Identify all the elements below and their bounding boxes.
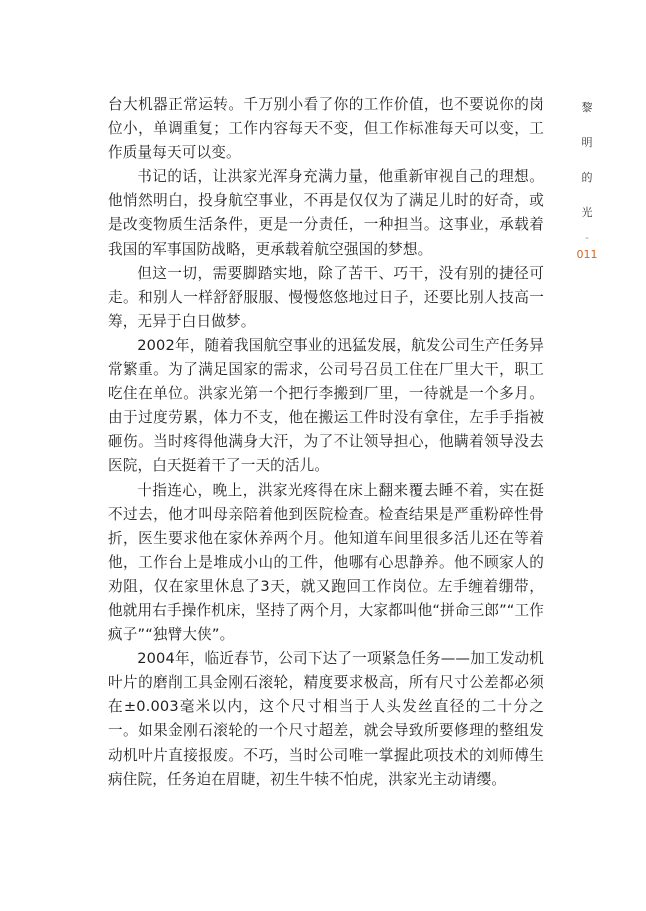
- running-title-char: 的: [581, 171, 593, 184]
- paragraph: 但这一切，需要脚踏实地，除了苦干、巧干，没有别的捷径可走。和别人一样舒舒服服、慢慢悠悠地过日子，还要比别人技高一筹，无异于白日做梦。: [108, 264, 544, 330]
- running-title-char: 黎: [581, 101, 593, 114]
- running-title-char: 光: [581, 206, 593, 219]
- separator: -: [585, 231, 589, 244]
- paragraph: 2002年，随着我国航空事业的迅猛发展，航发公司生产任务异常繁重。为了满足国家的需求，公司号召员工住在厂里大干，职工吃住在单位。洪家光第一个把行李搬到厂里，一待就是一个多月。由于过度劳累，体力不支，他在搬运工件时没有拿住，左手手指被砸伤。当时疼得他满身大汗，为了不让领导担心，他瞒着领导没去医院，白天挺着干了一天的活儿。: [108, 336, 544, 475]
- body-text: [108, 93, 544, 792]
- paragraph: 十指连心，晚上，洪家光疼得在床上翻来覆去睡不着，实在挺不过去，他才叫母亲陪着他到医院检查。检查结果是严重粉碎性骨折，医生要求他在家休养两个月。他知道车间里很多活儿还在等着他，工作台上是堆成小山的工件，他哪有心思静养。他不顾家人的劝阻，仅在家里休息了3天，就又跑回工作岗位。左手缠着绷带，他就用右手操作机床，坚持了两个月，大家都叫他“拼命三郎”“工作疯子”“独臂大侠”。: [108, 481, 544, 644]
- running-header: [576, 97, 598, 263]
- paragraph: 台大机器正常运转。千万别小看了你的工作价值，也不要说你的岗位小，单调重复；工作内容每天不变，但工作标准每天可以变，工作质量每天可以变。: [108, 96, 544, 162]
- running-title-char: 明: [581, 136, 593, 149]
- paragraph: 书记的话，让洪家光浑身充满力量，他重新审视自己的理想。他悄然明白，投身航空事业，不再是仅仅为了满足儿时的好奇，或是改变物质生活条件，更是一分责任，一种担当。这事业，承载着我国的军事国防战略，更承载着航空强国的梦想。: [108, 168, 544, 258]
- paragraph: 2004年，临近春节，公司下达了一项紧急任务——加工发动机叶片的磨削工具金刚石滚轮，精度要求极高，所有尺寸公差都必须在±0.003毫米以内，这个尺寸相当于人头发丝直径的二十分之一。如果金刚石滚轮的一个尺寸超差，就会导致所要修理的整组发动机叶片直接报废。不巧，当时公司唯一掌握此项技术的刘师傅生病住院，任务迫在眉睫，初生牛犊不怕虎，洪家光主动请缨。: [108, 650, 544, 788]
- page-number: 011: [576, 248, 598, 261]
